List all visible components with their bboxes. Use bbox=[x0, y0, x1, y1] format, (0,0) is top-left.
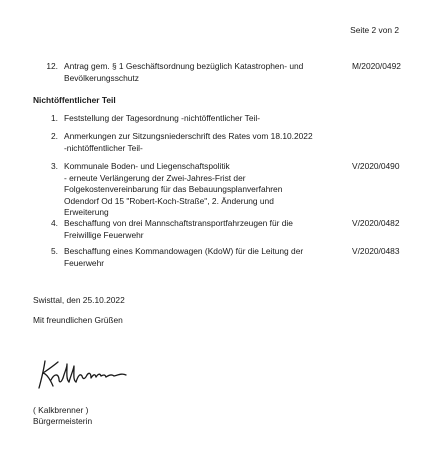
item-line: Anmerkungen zur Sitzungsniederschrift des Rates vom 18.10.2022 bbox=[64, 131, 313, 141]
item-line: Bevölkerungsschutz bbox=[64, 72, 139, 83]
item-number: 4. bbox=[51, 218, 58, 228]
item-number: 1. bbox=[51, 113, 58, 123]
page-number: Seite 2 von 2 bbox=[350, 25, 399, 35]
item-text bbox=[64, 246, 342, 269]
item-line: -nichtöffentlicher Teil- bbox=[64, 142, 143, 153]
item-text bbox=[64, 61, 342, 84]
item-number: 2. bbox=[51, 131, 58, 141]
item-reference: V/2020/0483 bbox=[352, 246, 400, 256]
item-line: Beschaffung von drei Mannschaftstransportfahrzeugen für die bbox=[64, 218, 293, 228]
item-text bbox=[64, 131, 342, 154]
item-line: Beschaffung eines Kommandowagen (KdoW) für die Leitung der bbox=[64, 246, 304, 256]
item-line: Antrag gem. § 1 Geschäftsordnung bezüglich Katastrophen- und bbox=[64, 61, 304, 71]
place-date: Swisttal, den 25.10.2022 bbox=[33, 295, 125, 305]
item-line: Feuerwehr bbox=[64, 257, 105, 268]
item-text bbox=[64, 113, 342, 125]
signer-name: ( Kalkbrenner ) bbox=[33, 405, 89, 415]
item-number: 3. bbox=[51, 161, 58, 171]
item-number: 5. bbox=[51, 246, 58, 256]
item-reference: M/2020/0492 bbox=[352, 61, 401, 71]
greeting: Mit freundlichen Grüßen bbox=[33, 315, 123, 325]
item-number: 12. bbox=[46, 61, 58, 71]
item-text bbox=[64, 161, 342, 219]
item-line: Kommunale Boden- und Liegenschaftspolitik bbox=[64, 161, 230, 171]
item-line: Freiwillige Feuerwehr bbox=[64, 229, 144, 240]
item-text bbox=[64, 218, 342, 241]
item-line: Erweiterung bbox=[64, 207, 109, 217]
handwritten-signature-icon bbox=[36, 358, 144, 392]
item-line: Odendorf Od 15 "Robert-Koch-Straße", 2. Änderung und bbox=[64, 195, 274, 206]
item-reference: V/2020/0490 bbox=[352, 161, 400, 171]
item-line: - erneute Verlängerung der Zwei-Jahres-Frist der bbox=[64, 172, 246, 183]
section-heading: Nichtöffentlicher Teil bbox=[33, 95, 116, 105]
item-reference: V/2020/0482 bbox=[352, 218, 400, 228]
item-line: Folgekostenvereinbarung für das Bebauungsplanverfahren bbox=[64, 184, 283, 194]
signer-title: Bürgermeisterin bbox=[33, 416, 93, 426]
item-line: Feststellung der Tagesordnung -nichtöffentlicher Teil- bbox=[64, 113, 260, 123]
